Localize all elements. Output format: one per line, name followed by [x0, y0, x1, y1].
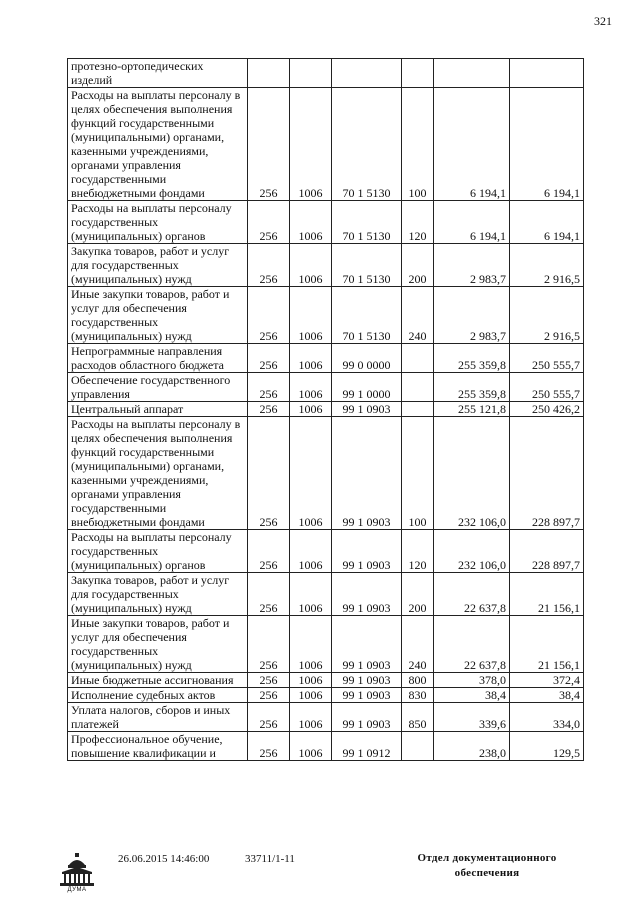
ministry-code-cell: 256 [248, 373, 290, 402]
target-article-cell: 99 1 0903 [332, 402, 402, 417]
table-row [68, 530, 584, 573]
target-article-cell: 99 1 0000 [332, 373, 402, 402]
table-row [68, 373, 584, 402]
ministry-code-cell: 256 [248, 616, 290, 673]
expense-type-cell [402, 732, 434, 761]
ministry-code-cell: 256 [248, 673, 290, 688]
expense-type-cell [402, 344, 434, 373]
expense-type-cell: 100 [402, 417, 434, 530]
amount-executed-cell: 38,4 [510, 688, 584, 703]
target-article-cell: 99 1 0903 [332, 688, 402, 703]
row-name-cell: Иные закупки товаров, работ и услуг для обеспечения государственных (муниципальных) нужд [68, 287, 248, 344]
amount-executed-cell [510, 59, 584, 88]
stamp-date-time: 26.06.2015 14:46:00 [118, 853, 210, 865]
target-article-cell: 99 1 0903 [332, 573, 402, 616]
table-row [68, 244, 584, 287]
table-row [68, 402, 584, 417]
amount-approved-cell: 38,4 [434, 688, 510, 703]
amount-approved-cell: 339,6 [434, 703, 510, 732]
ministry-code-cell: 256 [248, 417, 290, 530]
table-body [68, 59, 584, 761]
target-article-cell: 99 1 0912 [332, 732, 402, 761]
target-article-cell: 99 1 0903 [332, 616, 402, 673]
ministry-code-cell: 256 [248, 703, 290, 732]
table-row [68, 344, 584, 373]
amount-executed-cell: 6 194,1 [510, 88, 584, 201]
amount-executed-cell: 2 916,5 [510, 244, 584, 287]
ministry-code-cell: 256 [248, 402, 290, 417]
table-row [68, 59, 584, 88]
ministry-code-cell: 256 [248, 287, 290, 344]
expense-type-cell: 830 [402, 688, 434, 703]
section-code-cell: 1006 [290, 287, 332, 344]
table-row [68, 573, 584, 616]
target-article-cell: 99 0 0000 [332, 344, 402, 373]
section-code-cell: 1006 [290, 530, 332, 573]
expense-type-cell: 120 [402, 201, 434, 244]
row-name-cell: Обеспечение государственного управления [68, 373, 248, 402]
document-footer [0, 845, 640, 905]
table-row [68, 616, 584, 673]
table-row [68, 703, 584, 732]
table-row [68, 688, 584, 703]
amount-approved-cell: 255 121,8 [434, 402, 510, 417]
amount-approved-cell: 22 637,8 [434, 573, 510, 616]
expense-type-cell: 120 [402, 530, 434, 573]
row-name-cell: Расходы на выплаты персоналу в целях обеспечения выполнения функций государственными (муниципальными) органами, казенными учреждениями, органами управления государственными внебюджетными фондами [68, 417, 248, 530]
target-article-cell: 99 1 0903 [332, 703, 402, 732]
expense-type-cell: 200 [402, 244, 434, 287]
amount-executed-cell: 228 897,7 [510, 530, 584, 573]
target-article-cell: 70 1 5130 [332, 201, 402, 244]
amount-approved-cell [434, 59, 510, 88]
section-code-cell: 1006 [290, 244, 332, 287]
section-code-cell: 1006 [290, 402, 332, 417]
budget-table [67, 58, 584, 761]
target-article-cell [332, 59, 402, 88]
target-article-cell: 70 1 5130 [332, 88, 402, 201]
table-row [68, 732, 584, 761]
row-name-cell: Уплата налогов, сборов и иных платежей [68, 703, 248, 732]
amount-approved-cell: 6 194,1 [434, 201, 510, 244]
section-code-cell: 1006 [290, 573, 332, 616]
amount-executed-cell: 21 156,1 [510, 573, 584, 616]
budget-table-wrapper [67, 58, 584, 761]
section-code-cell [290, 59, 332, 88]
section-code-cell: 1006 [290, 373, 332, 402]
section-code-cell: 1006 [290, 616, 332, 673]
ministry-code-cell: 256 [248, 244, 290, 287]
row-name-cell: Расходы на выплаты персоналу государственных (муниципальных) органов [68, 530, 248, 573]
expense-type-cell: 850 [402, 703, 434, 732]
section-code-cell: 1006 [290, 344, 332, 373]
ministry-code-cell: 256 [248, 530, 290, 573]
expense-type-cell: 240 [402, 287, 434, 344]
row-name-cell: протезно-ортопедических изделий [68, 59, 248, 88]
row-name-cell: Иные бюджетные ассигнования [68, 673, 248, 688]
expense-type-cell [402, 373, 434, 402]
amount-approved-cell: 238,0 [434, 732, 510, 761]
ministry-code-cell: 256 [248, 88, 290, 201]
row-name-cell: Исполнение судебных актов [68, 688, 248, 703]
expense-type-cell: 800 [402, 673, 434, 688]
target-article-cell: 70 1 5130 [332, 287, 402, 344]
row-name-cell: Иные закупки товаров, работ и услуг для обеспечения государственных (муниципальных) нужд [68, 616, 248, 673]
page-number: 321 [594, 14, 612, 28]
section-code-cell: 1006 [290, 688, 332, 703]
section-code-cell: 1006 [290, 732, 332, 761]
ministry-code-cell: 256 [248, 201, 290, 244]
stamp-registration-number: 33711/1-11 [245, 853, 295, 865]
row-name-cell: Расходы на выплаты персоналу в целях обеспечения выполнения функций государственными (муниципальными) органами, казенными учреждениями, органами управления государственными внебюджетными фондами [68, 88, 248, 201]
table-row [68, 88, 584, 201]
target-article-cell: 70 1 5130 [332, 244, 402, 287]
amount-approved-cell: 6 194,1 [434, 88, 510, 201]
amount-executed-cell: 372,4 [510, 673, 584, 688]
amount-approved-cell: 2 983,7 [434, 287, 510, 344]
target-article-cell: 99 1 0903 [332, 417, 402, 530]
row-name-cell: Закупка товаров, работ и услуг для государственных (муниципальных) нужд [68, 244, 248, 287]
row-name-cell: Центральный аппарат [68, 402, 248, 417]
ministry-code-cell: 256 [248, 732, 290, 761]
stamp-department [412, 851, 562, 881]
row-name-cell: Непрограммные направления расходов областного бюджета [68, 344, 248, 373]
target-article-cell: 99 1 0903 [332, 673, 402, 688]
expense-type-cell: 100 [402, 88, 434, 201]
amount-approved-cell: 2 983,7 [434, 244, 510, 287]
amount-approved-cell: 378,0 [434, 673, 510, 688]
amount-approved-cell: 232 106,0 [434, 530, 510, 573]
amount-approved-cell: 255 359,8 [434, 373, 510, 402]
table-row [68, 417, 584, 530]
row-name-cell: Расходы на выплаты персоналу государственных (муниципальных) органов [68, 201, 248, 244]
section-code-cell: 1006 [290, 703, 332, 732]
expense-type-cell [402, 59, 434, 88]
amount-approved-cell: 255 359,8 [434, 344, 510, 373]
row-name-cell: Профессиональное обучение, повышение квалификации и [68, 732, 248, 761]
amount-approved-cell: 232 106,0 [434, 417, 510, 530]
section-code-cell: 1006 [290, 673, 332, 688]
ministry-code-cell: 256 [248, 573, 290, 616]
stamp-department-line1: Отдел документационного [417, 852, 557, 864]
ministry-code-cell: 256 [248, 688, 290, 703]
amount-executed-cell: 21 156,1 [510, 616, 584, 673]
expense-type-cell: 200 [402, 573, 434, 616]
stamp-department-line2: обеспечения [454, 867, 520, 879]
amount-executed-cell: 129,5 [510, 732, 584, 761]
amount-approved-cell: 22 637,8 [434, 616, 510, 673]
table-row [68, 287, 584, 344]
amount-executed-cell: 250 555,7 [510, 344, 584, 373]
amount-executed-cell: 2 916,5 [510, 287, 584, 344]
amount-executed-cell: 334,0 [510, 703, 584, 732]
section-code-cell: 1006 [290, 88, 332, 201]
target-article-cell: 99 1 0903 [332, 530, 402, 573]
logo-caption: ДУМА [67, 887, 87, 893]
table-row [68, 201, 584, 244]
row-name-cell: Закупка товаров, работ и услуг для государственных (муниципальных) нужд [68, 573, 248, 616]
amount-executed-cell: 6 194,1 [510, 201, 584, 244]
amount-executed-cell: 250 555,7 [510, 373, 584, 402]
table-row [68, 673, 584, 688]
ministry-code-cell [248, 59, 290, 88]
amount-executed-cell: 228 897,7 [510, 417, 584, 530]
section-code-cell: 1006 [290, 201, 332, 244]
section-code-cell: 1006 [290, 417, 332, 530]
expense-type-cell [402, 402, 434, 417]
expense-type-cell: 240 [402, 616, 434, 673]
duma-building-logo [58, 853, 96, 887]
amount-executed-cell: 250 426,2 [510, 402, 584, 417]
ministry-code-cell: 256 [248, 344, 290, 373]
